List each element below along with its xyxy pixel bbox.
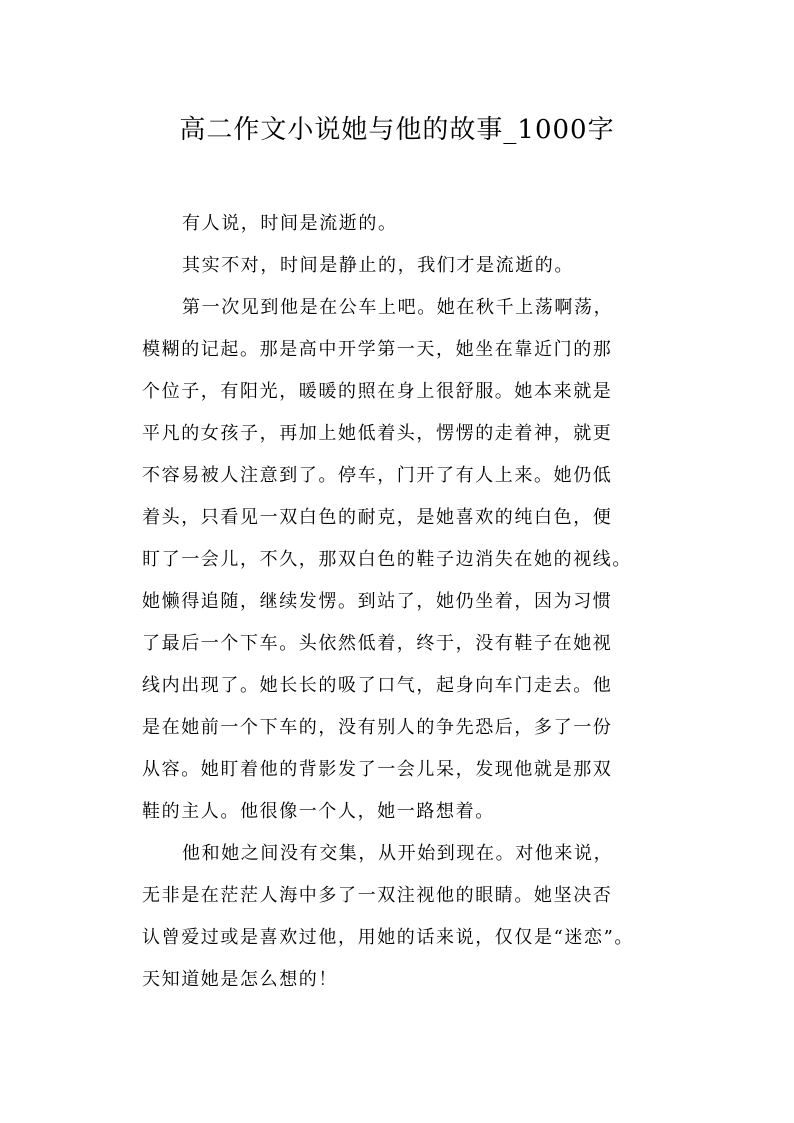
text-line: 认曾爱过或是喜欢过他，用她的话来说，仅仅是“迷恋”。 — [142, 927, 635, 948]
document-body — [142, 203, 667, 1001]
text-line: 平凡的女孩子，再加上她低着头，愣愣的走着神，就更 — [142, 423, 613, 444]
text-line: 从容。她盯着他的背影发了一会儿呆，发现他就是那双 — [142, 759, 613, 780]
text-line: 无非是在茫茫人海中多了一双注视他的眼睛。她坚决否 — [142, 885, 613, 906]
text-line: 他和她之间没有交集，从开始到现在。对他来说， — [182, 843, 614, 864]
text-line: 线内出现了。她长长的吸了口气，起身向车门走去。他 — [142, 675, 613, 696]
paragraph-2 — [142, 245, 667, 287]
text-line: 个位子，有阳光，暖暖的照在身上很舒服。她本来就是 — [142, 381, 613, 402]
text-line: 是在她前一个下车的，没有别人的争先恐后，多了一份 — [142, 717, 613, 738]
paragraph-3 — [142, 287, 667, 833]
text-line: 盯了一会儿，不久，那双白色的鞋子边消失在她的视线。 — [142, 549, 632, 570]
text-line: 她懒得追随，继续发愣。到站了，她仍坐着，因为习惯 — [142, 591, 613, 612]
text-line: 模糊的记起。那是高中开学第一天，她坐在靠近门的那 — [142, 339, 613, 360]
document-title: 高二作文小说她与他的故事_1000字 — [179, 115, 615, 145]
text-line: 天知道她是怎么想的！ — [142, 969, 338, 990]
text-line: 其实不对，时间是静止的，我们才是流逝的。 — [182, 255, 574, 276]
paragraph-1 — [142, 203, 667, 245]
paragraph-4 — [142, 833, 667, 1001]
text-line: 了最后一个下车。头依然低着，终于，没有鞋子在她视 — [142, 633, 613, 654]
text-line: 鞋的主人。他很像一个人，她一路想着。 — [142, 801, 495, 822]
text-line: 第一次见到他是在公车上吧。她在秋千上荡啊荡， — [182, 297, 614, 318]
text-line: 有人说，时间是流逝的。 — [182, 213, 398, 234]
text-line: 着头，只看见一双白色的耐克，是她喜欢的纯白色，便 — [142, 507, 613, 528]
text-line: 不容易被人注意到了。停车，门开了有人上来。她仍低 — [142, 465, 613, 486]
